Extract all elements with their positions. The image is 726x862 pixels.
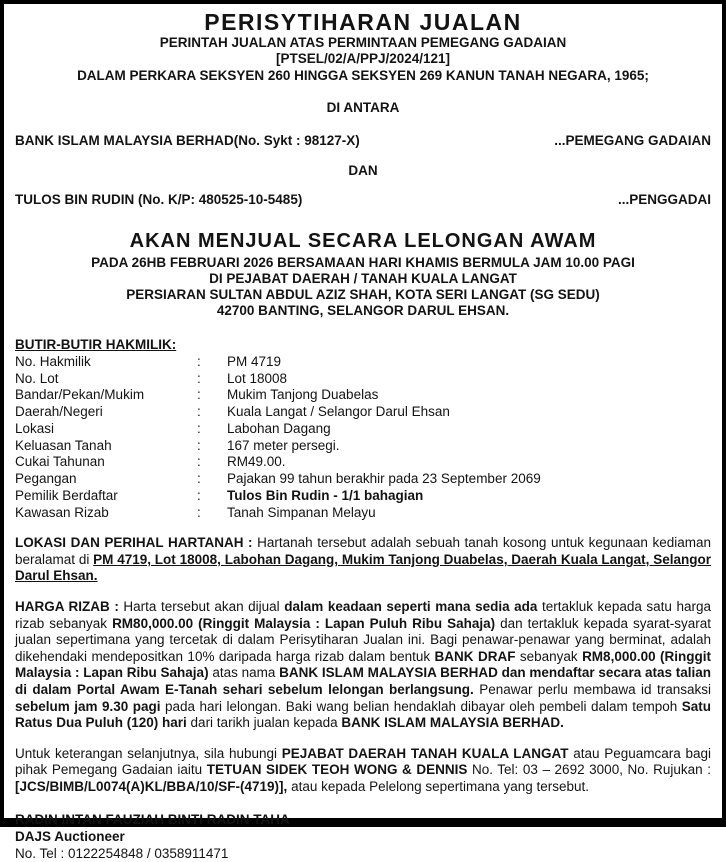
chargee-name: BANK ISLAM MALAYSIA BERHAD(No. Sykt : 98127-X): [15, 133, 360, 149]
detail-label: Cukai Tahunan: [15, 454, 105, 470]
detail-label: Kawasan Rizab: [15, 504, 109, 520]
detail-label: Bandar/Pekan/Mukim: [15, 387, 145, 403]
detail-label: No. Hakmilik: [15, 353, 91, 369]
contact-info-paragraph: Untuk keterangan selanjutnya, sila hubungi PEJABAT DAERAH TANAH KUALA LANGAT atau Peguamcara bagi pihak Pemegang Gadaian iaitu TETUAN SIDEK TEOH WONG & DENNIS No. Tel: 03 – 2692 3000, No. Rujukan : [JCS/BIMB/L0074(A)KL/BBA/10/SF-(4719)], atau kepada Pelelong sepertimana yang tersebut.: [15, 745, 711, 795]
detail-colon: :: [197, 420, 201, 436]
detail-value: Pajakan 99 tahun berakhir pada 23 September 2069: [227, 471, 541, 487]
detail-row-keluasan-tanah: [15, 438, 711, 455]
auction-announcement: [15, 230, 711, 320]
detail-label: Keluasan Tanah: [15, 437, 112, 453]
detail-colon: :: [197, 370, 201, 386]
detail-colon: :: [197, 387, 201, 403]
auction-heading: AKAN MENJUAL SECARA LELONGAN AWAM: [129, 229, 597, 252]
detail-colon: :: [197, 471, 201, 487]
detail-label: Pegangan: [15, 471, 77, 487]
chargor-name: TULOS BIN RUDIN (No. K/P: 480525-10-5485): [15, 192, 303, 208]
detail-value: RM49.00.: [227, 454, 286, 470]
detail-value: Lot 18008: [227, 370, 288, 386]
detail-value: Labohan Dagang: [227, 420, 331, 436]
detail-colon: :: [197, 353, 201, 369]
detail-value: 167 meter persegi.: [227, 437, 340, 453]
auctioneer-company: DAJS Auctioneer: [15, 828, 125, 844]
header-ref-number: [PTSEL/02/A/PPJ/2024/121]: [275, 51, 451, 67]
auction-datetime: PADA 26HB FEBRUARI 2026 BERSAMAAN HARI KHAMIS BERMULA JAM 10.00 PAGI: [91, 254, 635, 270]
title-details-section: [15, 337, 711, 521]
auctioneer-block: [15, 811, 711, 862]
detail-label: Lokasi: [15, 420, 55, 436]
detail-row-no-lot: [15, 371, 711, 388]
document-title: PERISYTIHARAN JUALAN: [204, 9, 522, 35]
detail-colon: :: [197, 404, 201, 420]
location-description-paragraph: LOKASI DAN PERIHAL HARTANAH : Hartanah tersebut adalah sebuah tanah kosong untuk kegunaan kediaman beralamat di PM 4719, Lot 18008, Labohan Dagang, Mukim Tanjong Duabelas, Daerah Kuala Langat, Selangor Darul Ehsan.: [15, 535, 711, 584]
auctioneer-phone: No. Tel : 0122254848 / 0358911471: [15, 845, 229, 861]
detail-row-kawasan-rizab: [15, 505, 711, 522]
detail-row-pegangan: [15, 471, 711, 488]
title-details-heading: BUTIR-BUTIR HAKMILIK:: [15, 337, 177, 353]
detail-row-cukai-tahunan: [15, 454, 711, 471]
detail-value: Tanah Simpanan Melayu: [227, 504, 376, 520]
detail-label: Pemilik Berdaftar: [15, 487, 118, 503]
auction-venue-line2: PERSIARAN SULTAN ABDUL AZIZ SHAH, KOTA SERI LANGAT (SG SEDU): [126, 287, 600, 303]
detail-row-daerah-negeri: [15, 404, 711, 421]
detail-colon: :: [197, 487, 201, 503]
auction-venue-line1: DI PEJABAT DAERAH / TANAH KUALA LANGAT: [209, 270, 517, 286]
detail-value: PM 4719: [227, 353, 282, 369]
chargor-row: [15, 192, 711, 208]
detail-colon: :: [197, 437, 201, 453]
document-header: [15, 10, 711, 116]
header-statute-line: DALAM PERKARA SEKSYEN 260 HINGGA SEKSYEN 269 KANUN TANAH NEGARA, 1965;: [77, 67, 649, 83]
detail-value: Tulos Bin Rudin - 1/1 bahagian: [227, 487, 424, 503]
chargee-row: [15, 133, 711, 149]
reserve-price-paragraph: HARGA RIZAB : Harta tersebut akan dijual dalam keadaan seperti mana sedia ada tertakluk kepada satu harga rizab sebanyak RM80,000.00 (Ringgit Malaysia : Lapan Puluh Ribu Sahaja) dan tertakluk kepada syarat-syarat jualan sepertimana yang tercetak di dalam Perisytiharan Jualan ini. Bagi penawar-penawar yang berminat, adalah dikehendaki mendepositkan 10% daripada harga rizab dalam bentuk BANK DRAF sebanyak RM8,000.00 (Ringgit Malaysia : Lapan Ribu Sahaja) atas nama BANK ISLAM MALAYSIA BERHAD dan mendaftar secara atas talian di dalam Portal Awam E-Tanah sehari sebelum lelongan berlangsung. Penawar perlu membawa id transaksi sebelum jam 9.30 pagi pada hari lelongan. Baki wang belian hendaklah dibayar oleh pembeli dalam tempoh Satu Ratus Dua Puluh (120) hari dari tarikh jualan kepada BANK ISLAM MALAYSIA BERHAD.: [15, 599, 712, 731]
auction-venue-line3: 42700 BANTING, SELANGOR DARUL EHSAN.: [216, 303, 510, 319]
detail-row-pemilik-berdaftar: [15, 488, 711, 505]
chargee-role: ...PEMEGANG GADAIAN: [554, 133, 711, 149]
detail-value: Mukim Tanjong Duabelas: [227, 387, 379, 403]
detail-value: Kuala Langat / Selangor Darul Ehsan: [227, 404, 450, 420]
between-label: DI ANTARA: [326, 99, 400, 115]
detail-row-bandar-pekan-mukim: [15, 387, 711, 404]
header-subtitle: PERINTAH JUALAN ATAS PERMINTAAN PEMEGANG GADAIAN: [159, 35, 567, 51]
detail-row-no-hakmilik: [15, 354, 711, 371]
detail-label: No. Lot: [15, 370, 59, 386]
parties-separator: DAN: [348, 162, 378, 178]
chargor-role: ...PENGGADAI: [617, 192, 711, 208]
parties-section: [15, 133, 711, 208]
detail-label: Daerah/Negeri: [15, 404, 103, 420]
detail-colon: :: [197, 504, 201, 520]
auctioneer-name: RADIN INTAN FAUZIAH BINTI RADIN TAHA: [15, 811, 290, 827]
detail-row-lokasi: [15, 421, 711, 438]
detail-colon: :: [197, 454, 201, 470]
